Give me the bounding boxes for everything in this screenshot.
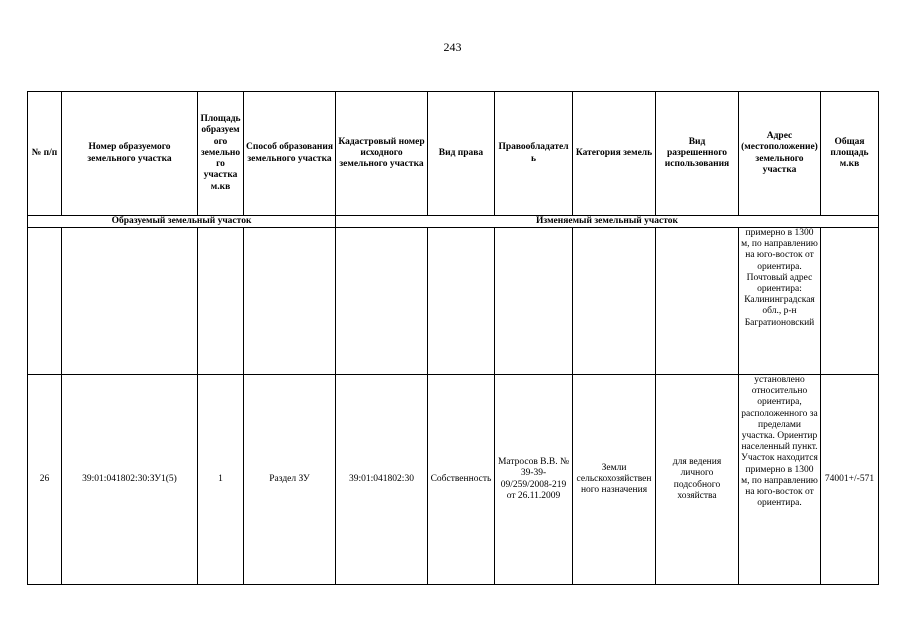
header-address: Адрес (местоположение) земельного участка (739, 92, 821, 216)
cell-address: примерно в 1300 м, по направлению на юго-восток от ориентира. Почтовый адрес ориентира: Калининградская обл., р-н Багратионовский (739, 228, 821, 375)
cell-right-type: Собственность (428, 375, 495, 585)
header-method: Способ образования земельного участка (244, 92, 336, 216)
cell-right-type (428, 228, 495, 375)
header-right-type: Вид права (428, 92, 495, 216)
cell-owner: Матросов В.В. № 39-39-09/259/2008-219 от 26.11.2009 (495, 375, 573, 585)
header-category: Категория земель (573, 92, 656, 216)
cell-cadastral (336, 228, 428, 375)
cell-plot-number: 39:01:041802:30:ЗУ1(5) (62, 375, 198, 585)
header-owner: Правообладатель (495, 92, 573, 216)
header-total-area: Общая площадь м.кв (821, 92, 879, 216)
header-area: Площадь образуемого земельного участка м.кв (198, 92, 244, 216)
land-plot-table (27, 91, 879, 585)
cell-num (28, 228, 62, 375)
cell-total-area (821, 228, 879, 375)
section-formed-plot: Образуемый земельный участок (28, 216, 336, 228)
cell-total-area: 74001+/-571 (821, 375, 879, 585)
page-number: 243 (443, 40, 462, 54)
cell-method (244, 228, 336, 375)
header-cadastral: Кадастровый номер исходного земельного участка (336, 92, 428, 216)
header-row (28, 92, 879, 216)
cell-method: Раздел ЗУ (244, 375, 336, 585)
table-row (28, 375, 879, 585)
table-row (28, 228, 879, 375)
cell-owner (495, 228, 573, 375)
cell-address: установлено относительно ориентира, расположенного за пределами участка. Ориентир населенный пункт. Участок находится примерно в 1300 м, по направлению на юго-восток от ориентира. (739, 375, 821, 585)
cell-usage (656, 228, 739, 375)
cell-category (573, 228, 656, 375)
cell-plot-number (62, 228, 198, 375)
cell-num: 26 (28, 375, 62, 585)
cell-usage: для ведения личного подсобного хозяйства (656, 375, 739, 585)
section-changed-plot: Изменяемый земельный участок (336, 216, 879, 228)
cell-cadastral: 39:01:041802:30 (336, 375, 428, 585)
header-plot-number: Номер образуемого земельного участка (62, 92, 198, 216)
header-num: № п/п (28, 92, 62, 216)
cell-area (198, 228, 244, 375)
cell-area: 1 (198, 375, 244, 585)
header-usage: Вид разрешенного использования (656, 92, 739, 216)
section-row (28, 216, 879, 228)
cell-category: Земли сельскохозяйственного назначения (573, 375, 656, 585)
